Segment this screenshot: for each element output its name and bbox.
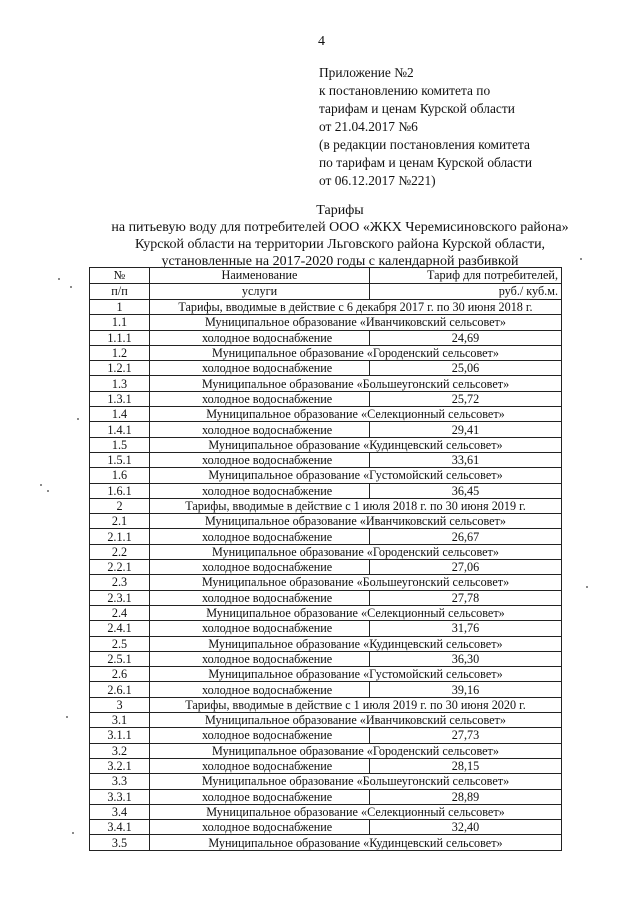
table-header-row: [90, 268, 562, 284]
header-name: [150, 268, 370, 284]
tariff-value: 25,06: [370, 361, 562, 376]
row-number: 1.4.1: [90, 422, 150, 437]
row-number: 2.1: [90, 514, 150, 529]
municipality-heading: Муниципальное образование «Иванчиковский сельсовет»: [150, 713, 562, 728]
row-number: 1: [90, 300, 150, 315]
municipality-heading: Муниципальное образование «Селекционный сельсовет»: [150, 407, 562, 422]
table-row: [90, 758, 562, 773]
service-name: холодное водоснабжение: [150, 452, 370, 467]
row-number: 2.3: [90, 575, 150, 590]
row-number: 1.3.1: [90, 391, 150, 406]
row-number: 3.3.1: [90, 789, 150, 804]
table-row: [90, 544, 562, 559]
tariff-value: 24,69: [370, 330, 562, 345]
table-row: [90, 605, 562, 620]
header-name-line: Наименование: [221, 268, 298, 282]
title-line: установленные на 2017-2020 годы с календарной разбивкой: [161, 254, 519, 269]
row-number: 2.1.1: [90, 529, 150, 544]
table-row: [90, 789, 562, 804]
table-row: [90, 437, 562, 452]
tariff-value: 27,73: [370, 728, 562, 743]
row-number: 1.5: [90, 437, 150, 452]
table-row: [90, 667, 562, 682]
row-number: 2: [90, 498, 150, 513]
service-name: холодное водоснабжение: [150, 361, 370, 376]
header-num-line: №: [113, 268, 126, 282]
service-name: холодное водоснабжение: [150, 621, 370, 636]
document-title: [60, 202, 620, 270]
table-row: [90, 621, 562, 636]
table-row: [90, 452, 562, 467]
service-name: холодное водоснабжение: [150, 789, 370, 804]
table-row: [90, 728, 562, 743]
period-heading: Тарифы, вводимые в действие с 1 июля 2018 г. по 30 июня 2019 г.: [150, 498, 562, 513]
municipality-heading: Муниципальное образование «Кудинцевский сельсовет»: [150, 437, 562, 452]
municipality-heading: Муниципальное образование «Густомойский сельсовет»: [150, 468, 562, 483]
service-name: холодное водоснабжение: [150, 728, 370, 743]
service-name: холодное водоснабжение: [150, 391, 370, 406]
row-number: 3.4: [90, 804, 150, 819]
table-row: [90, 820, 562, 835]
service-name: холодное водоснабжение: [150, 529, 370, 544]
scan-speck: [70, 286, 72, 288]
table-header-row: [90, 284, 562, 300]
scan-speck: [40, 484, 42, 486]
title-line: Тарифы: [316, 203, 364, 218]
table-row: [90, 529, 562, 544]
row-number: 1.2: [90, 345, 150, 360]
service-name: холодное водоснабжение: [150, 483, 370, 498]
row-number: 2.2: [90, 544, 150, 559]
row-number: 2.5: [90, 636, 150, 651]
municipality-heading: Муниципальное образование «Кудинцевский сельсовет»: [150, 636, 562, 651]
header-tariff: [370, 284, 562, 300]
tariff-value: 26,67: [370, 529, 562, 544]
appendix-line: Приложение №2: [319, 65, 414, 80]
row-number: 2.4: [90, 605, 150, 620]
table-row: [90, 361, 562, 376]
table-row: [90, 743, 562, 758]
table-row: [90, 774, 562, 789]
municipality-heading: Муниципальное образование «Селекционный сельсовет»: [150, 605, 562, 620]
table-row: [90, 376, 562, 391]
appendix-block: [319, 64, 532, 190]
appendix-line: тарифам и ценам Курской области: [319, 101, 515, 116]
header-tariff-line: руб./ куб.м.: [498, 284, 558, 298]
row-number: 1.1.1: [90, 330, 150, 345]
scan-speck: [58, 278, 60, 280]
table-row: [90, 575, 562, 590]
row-number: 1.6: [90, 468, 150, 483]
table-row: [90, 345, 562, 360]
tariff-value: 39,16: [370, 682, 562, 697]
header-tariff-line: Тариф для потребителей,: [427, 268, 558, 282]
row-number: 3.2.1: [90, 758, 150, 773]
municipality-heading: Муниципальное образование «Большеугонский сельсовет»: [150, 376, 562, 391]
tariff-table: [89, 267, 562, 851]
table-row: [90, 514, 562, 529]
table-row: [90, 483, 562, 498]
tariff-value: 27,06: [370, 560, 562, 575]
appendix-line: от 06.12.2017 №221): [319, 173, 436, 188]
scan-speck: [586, 586, 588, 588]
row-number: 1.1: [90, 315, 150, 330]
table-row: [90, 422, 562, 437]
table-row: [90, 697, 562, 712]
table-row: [90, 636, 562, 651]
table-row: [90, 713, 562, 728]
municipality-heading: Муниципальное образование «Большеугонский сельсовет»: [150, 575, 562, 590]
row-number: 3.2: [90, 743, 150, 758]
municipality-heading: Муниципальное образование «Большеугонский сельсовет»: [150, 774, 562, 789]
tariff-value: 33,61: [370, 452, 562, 467]
service-name: холодное водоснабжение: [150, 682, 370, 697]
appendix-line: по тарифам и ценам Курской области: [319, 155, 533, 170]
title-line: Курской области на территории Льговского района Курской области,: [134, 237, 546, 252]
municipality-heading: Муниципальное образование «Иванчиковский сельсовет»: [150, 315, 562, 330]
row-number: 2.5.1: [90, 651, 150, 666]
row-number: 1.3: [90, 376, 150, 391]
table-row: [90, 315, 562, 330]
row-number: 2.6: [90, 667, 150, 682]
tariff-value: 29,41: [370, 422, 562, 437]
table-row: [90, 391, 562, 406]
table-body: [90, 300, 562, 851]
municipality-heading: Муниципальное образование «Городенский сельсовет»: [150, 345, 562, 360]
municipality-heading: Муниципальное образование «Городенский сельсовет»: [150, 544, 562, 559]
table-row: [90, 330, 562, 345]
row-number: 3.3: [90, 774, 150, 789]
table-row: [90, 682, 562, 697]
tariff-value: 31,76: [370, 621, 562, 636]
municipality-heading: Муниципальное образование «Густомойский сельсовет»: [150, 667, 562, 682]
period-heading: Тарифы, вводимые в действие с 1 июля 2019 г. по 30 июня 2020 г.: [150, 697, 562, 712]
header-num: [90, 268, 150, 284]
table-row: [90, 804, 562, 819]
tariff-value: 28,89: [370, 789, 562, 804]
table-row: [90, 651, 562, 666]
header-name: [150, 284, 370, 300]
row-number: 1.6.1: [90, 483, 150, 498]
header-num: [90, 284, 150, 300]
period-heading: Тарифы, вводимые в действие с 6 декабря 2017 г. по 30 июня 2018 г.: [150, 300, 562, 315]
tariff-value: 28,15: [370, 758, 562, 773]
row-number: 3.1.1: [90, 728, 150, 743]
scan-speck: [72, 832, 74, 834]
tariff-value: 36,30: [370, 651, 562, 666]
row-number: 1.5.1: [90, 452, 150, 467]
service-name: холодное водоснабжение: [150, 758, 370, 773]
scan-speck: [66, 716, 68, 718]
row-number: 2.6.1: [90, 682, 150, 697]
title-line: на питьевую воду для потребителей ООО «ЖКХ Черемисиновского района»: [111, 220, 569, 235]
row-number: 1.4: [90, 407, 150, 422]
tariff-value: 32,40: [370, 820, 562, 835]
header-name-line: услуги: [241, 284, 278, 298]
table-row: [90, 560, 562, 575]
row-number: 3.5: [90, 835, 150, 850]
municipality-heading: Муниципальное образование «Городенский сельсовет»: [150, 743, 562, 758]
row-number: 1.2.1: [90, 361, 150, 376]
scan-speck: [47, 490, 49, 492]
appendix-line: (в редакции постановления комитета: [319, 137, 530, 152]
header-num-line: п/п: [111, 284, 128, 298]
appendix-line: от 21.04.2017 №6: [319, 119, 418, 134]
table-row: [90, 498, 562, 513]
tariff-value: 27,78: [370, 590, 562, 605]
scan-speck: [580, 258, 582, 260]
scan-speck: [77, 418, 79, 420]
table-row: [90, 590, 562, 605]
service-name: холодное водоснабжение: [150, 820, 370, 835]
service-name: холодное водоснабжение: [150, 422, 370, 437]
municipality-heading: Муниципальное образование «Селекционный сельсовет»: [150, 804, 562, 819]
service-name: холодное водоснабжение: [150, 330, 370, 345]
row-number: 3.4.1: [90, 820, 150, 835]
page-number: 4: [318, 34, 325, 49]
table-row: [90, 300, 562, 315]
row-number: 3.1: [90, 713, 150, 728]
header-tariff: [370, 268, 562, 284]
service-name: холодное водоснабжение: [150, 560, 370, 575]
service-name: холодное водоснабжение: [150, 651, 370, 666]
row-number: 2.3.1: [90, 590, 150, 605]
tariff-value: 36,45: [370, 483, 562, 498]
row-number: 3: [90, 697, 150, 712]
table-row: [90, 835, 562, 850]
municipality-heading: Муниципальное образование «Кудинцевский сельсовет»: [150, 835, 562, 850]
tariff-value: 25,72: [370, 391, 562, 406]
municipality-heading: Муниципальное образование «Иванчиковский сельсовет»: [150, 514, 562, 529]
row-number: 2.4.1: [90, 621, 150, 636]
table-row: [90, 468, 562, 483]
appendix-line: к постановлению комитета по: [319, 83, 491, 98]
service-name: холодное водоснабжение: [150, 590, 370, 605]
row-number: 2.2.1: [90, 560, 150, 575]
table-row: [90, 407, 562, 422]
